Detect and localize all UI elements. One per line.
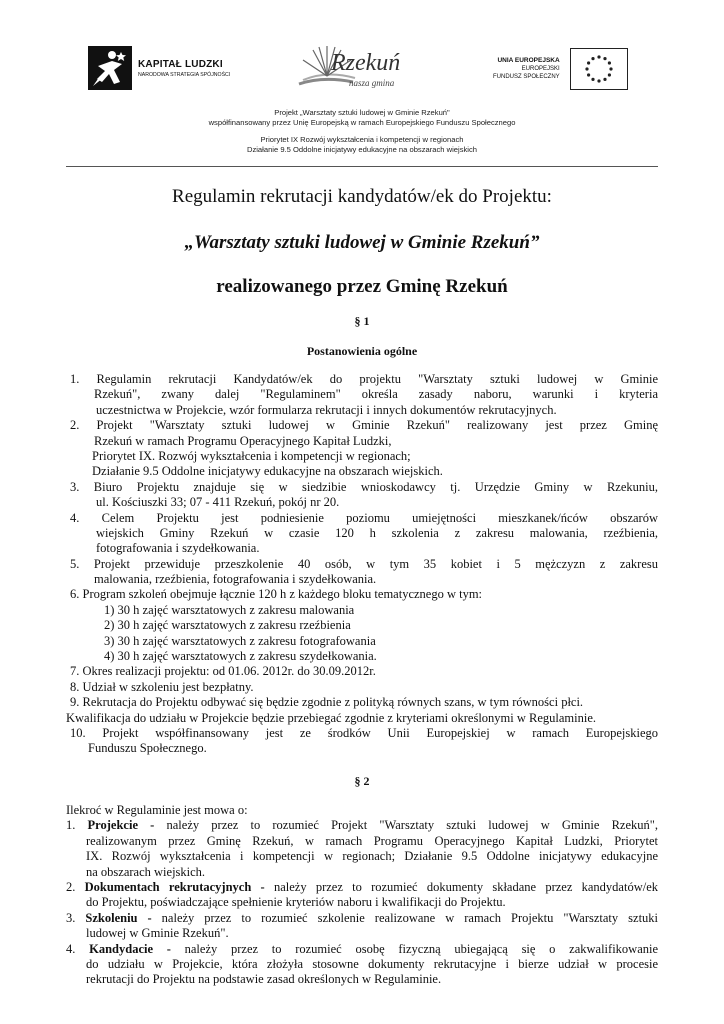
section1-line: 7. Okres realizacji projektu: od 01.06. 2012r. do 30.09.2012r. bbox=[70, 664, 376, 679]
section1-line: 1. Regulamin rekrutacji Kandydatów/ek do projektu "Warsztaty sztuki ludowej w Gminie bbox=[70, 372, 658, 386]
eu-logo-line3: FUNDUSZ SPOŁECZNY bbox=[493, 74, 560, 80]
section1-line: uczestnictwa w Projekcie, wzór formularza rekrutacji i innych dokumentów rekrutacyjnych. bbox=[96, 402, 557, 417]
definition-term: Kandydacie - bbox=[89, 941, 171, 956]
eu-logo bbox=[493, 48, 628, 90]
definition-line: rekrutacji do Projektu na podstawie zasad określonych w Regulaminie. bbox=[86, 972, 442, 987]
header-divider bbox=[66, 166, 658, 167]
definition-text: należy przez to rozumieć osobę fizyczną ubiegającą się o zakwalifikowanie bbox=[170, 941, 659, 956]
section1-line: 3) 30 h zajęć warsztatowych z zakresu fotografowania bbox=[104, 633, 376, 648]
definition-item-4 bbox=[66, 942, 658, 957]
definition-line: realizowanym przez Gminę Rzekuń, w ramach Programu Operacyjnego Kapitał Ludzki, Priorytet bbox=[86, 833, 658, 848]
definition-text: należy przez to rozumieć dokumenty składane przez kandydatów/ek bbox=[264, 879, 658, 894]
definition-term: Projekcie - bbox=[87, 818, 155, 833]
project-header bbox=[70, 108, 654, 155]
rzekun-logo-name: Rzekuń bbox=[331, 50, 401, 76]
definition-term: Szkoleniu - bbox=[85, 910, 152, 925]
eu-logo-line1: UNIA EUROPEJSKA bbox=[497, 57, 560, 64]
section1-line: 6. Program szkoleń obejmuje łącznie 120 h z każdego bloku tematycznego w tym: bbox=[70, 587, 483, 602]
section1-line: 8. Udział w szkoleniu jest bezpłatny. bbox=[70, 679, 254, 694]
section1-line: 2. Projekt "Warsztaty sztuki ludowej w Gminie Rzekuń" realizowany jest przez Gminę bbox=[70, 418, 658, 433]
document-title: Regulamin rekrutacji kandydatów/ek do Projektu: bbox=[172, 186, 552, 207]
definition-text: należy przez to rozumieć szkolenie realizowane w ramach Projektu "Warsztaty sztuki bbox=[151, 910, 659, 925]
section1-line: 3. Biuro Projektu znajduje się w siedzibie wnioskodawcy tj. Urzędzie Gminy w Rzekuniu, bbox=[70, 479, 658, 494]
section1-line: Rzekuń w ramach Programu Operacyjnego Kapitał Ludzki, bbox=[94, 433, 392, 448]
kapital-ludzki-subtitle: NARODOWA STRATEGIA SPÓJNOŚCI bbox=[138, 71, 231, 78]
section2-intro: Ilekroć w Regulaminie jest mowa o: bbox=[66, 803, 248, 817]
definition-line: ludowej w Gminie Rzekuń". bbox=[86, 926, 229, 941]
definition-number: 4. bbox=[66, 941, 76, 956]
section1-line: 5. Projekt przewiduje przeszkolenie 40 osób, w tym 35 kobiet i 5 mężczyzn z zakresu bbox=[70, 556, 658, 571]
section1-line: 4) 30 h zajęć warsztatowych z zakresu szydełkowania. bbox=[104, 649, 377, 664]
section1-line: 4. Celem Projektu jest podniesienie poziomu umiejętności mieszkanek/ńców obszarów bbox=[70, 510, 658, 525]
section1-line: ul. Kościuszki 33; 07 - 411 Rzekuń, pokój nr 20. bbox=[96, 495, 340, 510]
section1-body bbox=[66, 372, 658, 757]
definition-term: Dokumentach rekrutacyjnych - bbox=[84, 879, 265, 894]
eu-flag-icon bbox=[570, 48, 628, 90]
section1-line: Działanie 9.5 Oddolne inicjatywy edukacyjne na obszarach wiejskich. bbox=[92, 464, 443, 479]
kapital-ludzki-emblem-icon bbox=[88, 46, 132, 90]
section1-line: 9. Rekrutacja do Projektu odbywać się będzie zgodnie z polityką równych szans, w tym równości płci. bbox=[70, 695, 584, 710]
project-header-line2: współfinansowany przez Unię Europejską w ramach Europejskiego Funduszu Społecznego bbox=[208, 118, 516, 127]
section1-line: malowania, rzeźbienia, fotografowania i szydełkowania. bbox=[94, 572, 377, 587]
definition-line: na obszarach wiejskich. bbox=[86, 864, 206, 879]
rzekun-logo bbox=[293, 40, 433, 96]
section2-symbol: § 2 bbox=[354, 774, 370, 788]
definition-number: 3. bbox=[66, 910, 76, 925]
definition-line: do udziału w Projekcie, która złożyła stosowne dokumenty rekrutacyjne i bierze udział w procesie bbox=[86, 956, 658, 971]
project-name-title: „Warsztaty sztuki ludowej w Gminie Rzekuń” bbox=[184, 232, 540, 253]
section1-line: 2) 30 h zajęć warsztatowych z zakresu rzeźbienia bbox=[104, 618, 351, 633]
rzekun-logo-subtitle: nasza gmina bbox=[349, 78, 395, 88]
definition-text: należy przez to rozumieć Projekt "Warsztaty sztuki ludowej w Gminie Rzekuń", bbox=[154, 818, 659, 833]
section2-body bbox=[66, 803, 658, 988]
definition-line: IX. Rozwój wykształcenia i kompetencji w regionach; Działanie 9.5 Oddolne inicjatywy edukacyjne bbox=[86, 849, 658, 864]
definition-item-2 bbox=[66, 880, 658, 895]
section1-line: Kwalifikacja do udziału w Projekcie będzie przebiegać zgodnie z kryteriami określonymi w Regulaminie. bbox=[66, 710, 597, 725]
definition-number: 1. bbox=[66, 818, 76, 833]
implementer-title: realizowanego przez Gminę Rzekuń bbox=[216, 276, 508, 297]
project-header-line3: Priorytet IX Rozwój wykształcenia i kompetencji w regionach bbox=[260, 135, 464, 144]
section1-line: Rzekuń", zwany dalej "Regulaminem" określa zasady naboru, warunki i kryteria bbox=[94, 387, 658, 402]
eu-logo-line2: EUROPEJSKI bbox=[521, 66, 560, 72]
kapital-ludzki-title: KAPITAŁ LUDZKI bbox=[138, 58, 223, 70]
section1-line: fotografowania i szydełkowania. bbox=[96, 541, 260, 556]
section1-line: wiejskich Gminy Rzekuń w czasie 120 h szkolenia z zakresu malowania, rzeźbienia, bbox=[96, 525, 658, 540]
definition-item-3 bbox=[66, 911, 658, 926]
definition-line: do Projektu, poświadczające spełnienie kryteriów naboru i kwalifikacji do Projektu. bbox=[86, 895, 506, 910]
section1-line: Funduszu Społecznego. bbox=[88, 741, 207, 756]
project-header-line4: Działanie 9.5 Oddolne inicjatywy edukacyjne na obszarach wiejskich bbox=[246, 145, 478, 154]
section1-line: Priorytet IX. Rozwój wykształcenia i kompetencji w regionach; bbox=[92, 448, 411, 463]
definition-item-1 bbox=[66, 818, 658, 833]
section1-line: 1) 30 h zajęć warsztatowych z zakresu malowania bbox=[104, 602, 355, 617]
section1-title: Postanowienia ogólne bbox=[306, 344, 418, 358]
section1-line: 10. Projekt współfinansowany jest ze środków Unii Europejskiej w ramach Europejskiego bbox=[70, 725, 658, 740]
definition-number: 2. bbox=[66, 879, 76, 894]
section1-symbol: § 1 bbox=[354, 314, 370, 328]
kapital-ludzki-logo bbox=[88, 42, 230, 94]
project-header-line1: Projekt „Warsztaty sztuki ludowej w Gminie Rzekuń" bbox=[274, 108, 450, 117]
logo-bar bbox=[88, 40, 648, 98]
